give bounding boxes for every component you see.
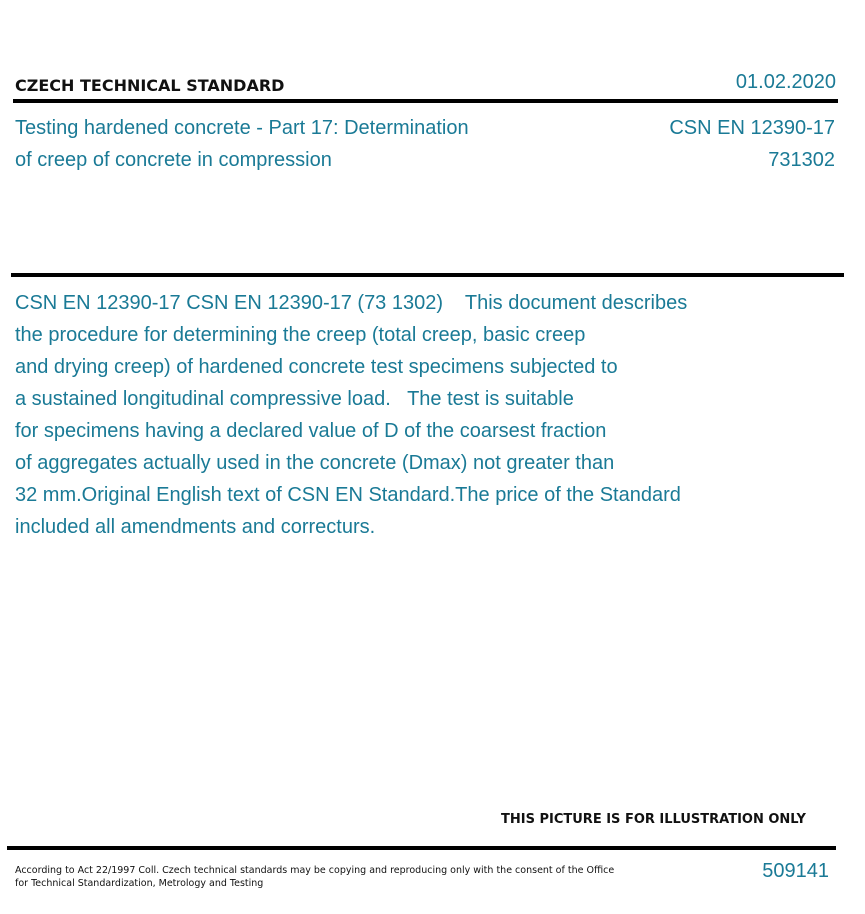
legal-notice-line: for Technical Standardization, Metrology and Testing [15,878,264,889]
abstract-line: a sustained longitudinal compressive load. The test is suitable [15,388,574,410]
abstract-text [15,287,815,543]
abstract-line: of aggregates actually used in the concrete (Dmax) not greater than [15,452,615,474]
catalog-code: 509141 [762,860,829,882]
abstract-line: and drying creep) of hardened concrete test specimens subjected to [15,356,618,378]
abstract-line: the procedure for determining the creep (total creep, basic creep [15,324,586,346]
title-divider [11,273,844,277]
abstract-line: CSN EN 12390-17 CSN EN 12390-17 (73 1302) This document describes [15,292,688,314]
abstract-line: 32 mm.Original English text of CSN EN Standard.The price of the Standard [15,484,681,506]
standard-type-heading: CZECH TECHNICAL STANDARD [15,76,285,95]
standard-number: CSN EN 12390-17 [669,117,835,139]
publication-date: 01.02.2020 [735,71,836,93]
abstract-line: for specimens having a declared value of D of the coarsest fraction [15,420,607,442]
document-title-line-2: of creep of concrete in compression [15,149,332,171]
legal-notice-line: According to Act 22/1997 Coll. Czech technical standards may be copying and reproducing only with the consent of the Office [15,865,615,876]
classification-code: 731302 [768,149,835,171]
footer-divider [7,846,836,850]
header-divider [13,99,838,103]
document-title-line-1: Testing hardened concrete - Part 17: Determination [15,117,469,139]
legal-notice [15,864,615,890]
abstract-line: included all amendments and correcturs. [15,516,376,538]
illustration-disclaimer: THIS PICTURE IS FOR ILLUSTRATION ONLY [501,812,806,827]
